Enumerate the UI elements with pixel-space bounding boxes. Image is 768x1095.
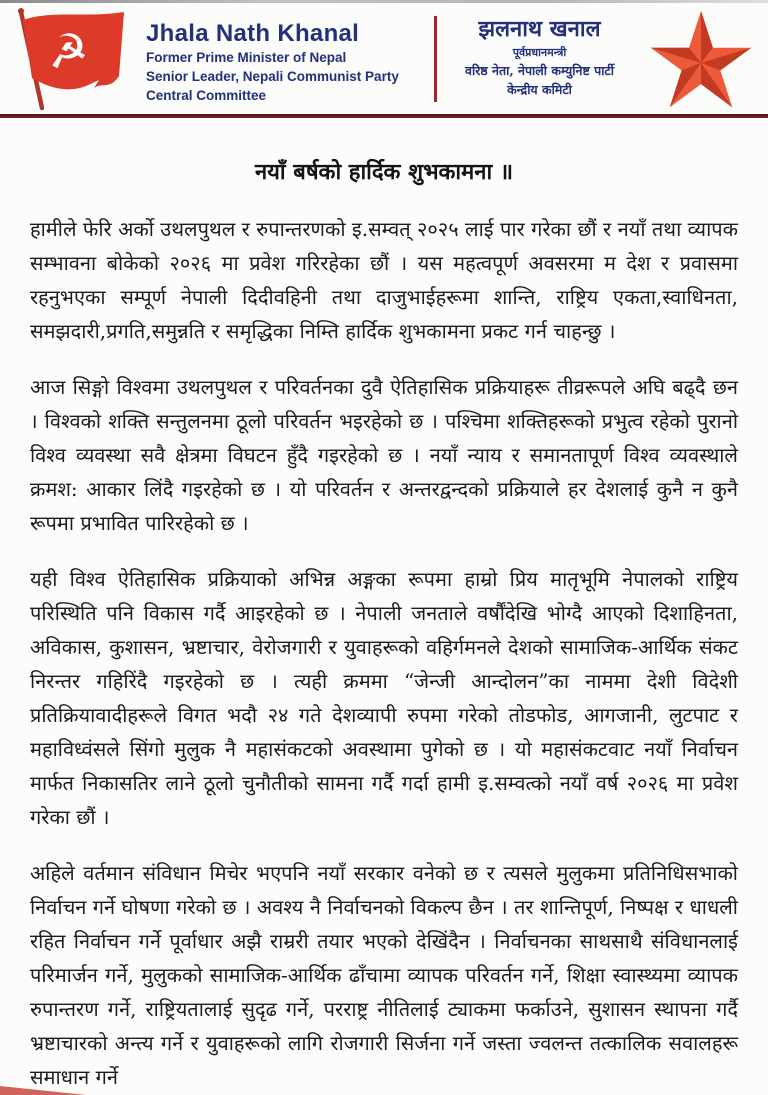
letterhead-nepali-block: [437, 0, 642, 99]
title-english-line2: Senior Leader, Nepali Communist Party: [146, 69, 399, 84]
title-nepali-line3: केन्द्रीय कमिटी: [507, 82, 572, 97]
title-english-line3: Central Committee: [146, 88, 267, 103]
letterhead-english-block: [142, 0, 434, 105]
letter-body: [0, 212, 768, 1094]
body-paragraph: यही विश्व ऐतिहासिक प्रक्रियाको अभिन्न अङ्गका रूपमा हाम्रो प्रिय मातृभूमि नेपालको राष्ट्रिय परिस्थिति पनि विकास गर्दै आइरहेको छ । नेपाली जनताले वर्षौंदेखि भोग्दै आएको दिशाहिनता, अविकास, कुशासन, भ्रष्टाचार, वेरोजगारी र युवाहरूको वहिर्गमनले देशको सामाजिक-आर्थिक संकट निरन्तर गहिरिंदै गइरहेको छ । त्यही क्रममा “जेन्जी आन्दोलन”का नाममा देशी विदेशी प्रतिक्रियावादीहरूले विगत भदौ २४ गते देशव्यापी रुपमा गरेको तोडफोड, आगजानी, लुटपाट र महाविध्वंसले सिंगो मुलुक नै महासंकटको अवस्थामा पुगेको छ । यो महासंकटवाट नयाँ निर्वाचन मार्फत निकासतिर लाने ठूलो चुनौतीको सामना गर्दै गर्दा हामी इ.सम्वत्को नयाँ वर्ष २०२६ मा प्रवेश गरेका छौं ।: [30, 567, 738, 829]
title-nepali-line1: पूर्वप्रधानमन्त्री: [512, 46, 567, 59]
body-paragraph: आज सिङ्गो विश्वमा उथलपुथल र परिवर्तनका दुवै ऐतिहासिक प्रक्रियाहरू तीव्ररूपले अघि बढ्दै छन । विश्वको शक्ति सन्तुलनमा ठूलो परिवर्तन भइरहेको छ । पश्चिमा शक्तिहरूको प्रभुत्व रहेको पुरानो विश्व व्यवस्था सवै क्षेत्रमा विघटन हुँदै गइरहेको छ । नयाँ न्याय र समानतापूर्ण विश्व व्यवस्थाले क्रमश: आकार लिंदै गइरहेको छ । यो परिवर्तन र अन्तरद्वन्दको प्रक्रियाले हर देशलाई कुनै न कुनै रूपमा प्रभावित पारिरहेको छ ।: [30, 375, 738, 535]
hammer-sickle-icon: ☭: [44, 22, 92, 81]
title-english-line1: Former Prime Minister of Nepal: [146, 50, 347, 65]
scan-edge: [0, 0, 768, 3]
red-star-icon: [642, 0, 764, 116]
body-paragraph: हामीले फेरि अर्को उथलपुथल र रुपान्तरणको इ.सम्वत् २०२५ लाई पार गरेका छौं र नयाँ तथा व्यापक सम्भावना बोकेको २०२६ मा प्रवेश गरिरहेका छौं । यस महत्वपूर्ण अवसरमा म देश र प्रवासमा रहनुभएका सम्पूर्ण नेपाली दिदीवहिनी तथा दाजुभाईहरूमा शान्ति, राष्ट्रिय एकता,स्वाधिनता, समझदारी,प्रगति,समुन्नति र समृद्धिका निम्ति हार्दिक शुभकामना प्रकट गर्न चाहन्छु ।: [30, 217, 738, 343]
communist-flag-icon: [6, 0, 142, 118]
name-english: Jhala Nath Khanal: [146, 20, 360, 47]
letter-title: नयाँ बर्षको हार्दिक शुभकामना ॥: [254, 159, 514, 185]
title-nepali-line2: वरिष्ठ नेता, नेपाली कम्युनिष्ट पार्टी: [465, 63, 614, 78]
letterhead: [0, 0, 768, 114]
name-nepali: झलनाथ खनाल: [478, 16, 601, 42]
body-paragraph: अहिले वर्तमान संविधान मिचेर भएपनि नयाँ सरकार वनेको छ र त्यसले मुलुकमा प्रतिनिधिसभाको निर्वाचन गर्ने घोषणा गरेको छ । अवश्य नै निर्वाचनको विकल्प छैन । तर शान्तिपूर्ण, निष्पक्ष र धाधली रहित निर्वाचन गर्ने पूर्वाधार अझै राम्ररी तयार भएको देखिंदैन । निर्वाचनका साथसाथै संविधानलाई परिमार्जन गर्ने, मुलुकको सामाजिक-आर्थिक ढाँचामा व्यापक परिवर्तन गर्ने, शिक्षा स्वास्थ्यमा व्यापक रुपान्तरण गर्ने, राष्ट्रियतालाई सुदृढ गर्ने, परराष्ट्र नीतिलाई ट्याकमा फर्काउने, सुशासन स्थापना गर्दै भ्रष्टाचारको अन्त्य गर्ने र युवाहरूको लागि रोजगारी सिर्जना गर्ने जस्ता ज्वलन्त तत्कालिक सवालहरू समाधान गर्ने: [30, 861, 738, 1089]
